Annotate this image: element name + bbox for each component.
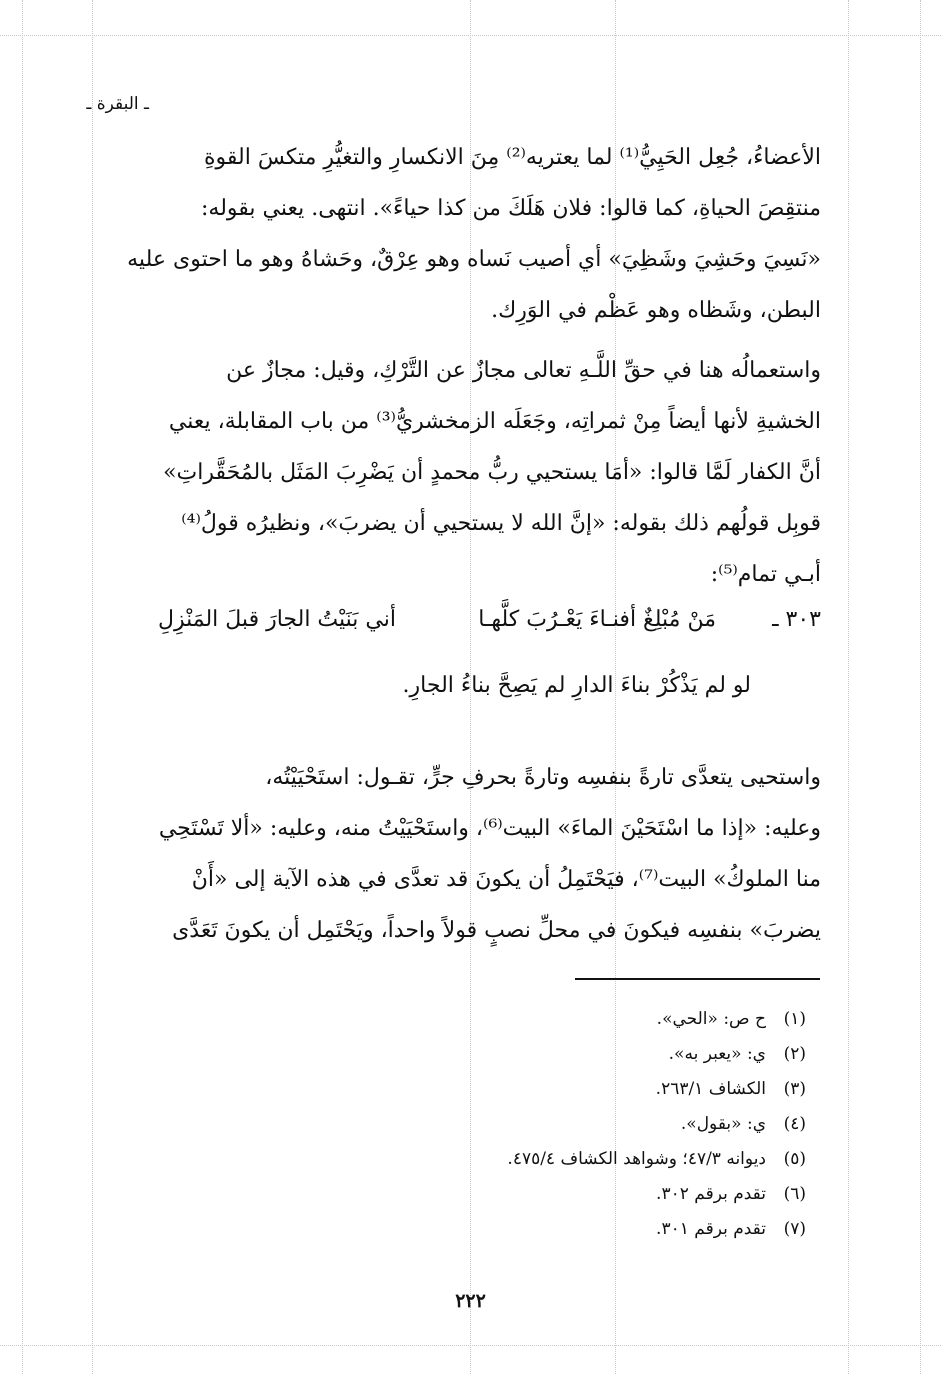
footnote-number: (١) [783, 1009, 806, 1029]
verse-commentary: لو لم يَذْكُرْ بناءَ الدارِ لم يَصِحَّ بناءُ الجارِ. [402, 673, 751, 698]
guide-line [0, 1345, 941, 1346]
footnote [507, 1002, 806, 1037]
footnote-number: (٥) [783, 1149, 806, 1169]
footnote-text: ي: «بقول». [680, 1114, 766, 1134]
guide-line [848, 0, 849, 1374]
text-line: الخشيةِ لأنها أيضاً مِنْ ثمراتِه، وجَعَلَه الزمخشريُّ⁽³⁾ من باب المقابلة، يعني [168, 409, 821, 434]
text-line: أبـي تمام⁽⁵⁾: [710, 562, 821, 587]
footnote [507, 1177, 806, 1212]
text-line: «نَسِيَ وحَشِيَ وشَظِيَ» أي أصيب نَساه وهو عِرْقٌ، وحَشاهُ وهو ما احتوى عليه [127, 247, 821, 272]
paragraph-3 [119, 752, 821, 956]
paragraph-1 [119, 132, 821, 336]
footnote-separator [575, 978, 820, 980]
footnote [507, 1212, 806, 1247]
text-line: واستحيى يتعدَّى تارةً بنفسِه وتارةً بحرفِ جرٍّ، تقـول: استَحْيَيْتُه، [265, 765, 821, 790]
guide-line [92, 0, 93, 1374]
footnotes [507, 1002, 806, 1247]
text-line: البطن، وشَظاه وهو عَظْم في الوَرِك. [491, 298, 821, 323]
guide-line [22, 0, 23, 1374]
guide-line [920, 0, 921, 1374]
footnote [507, 1072, 806, 1107]
text-line: واستعمالُه هنا في حقِّ اللَّـهِ تعالى مجازٌ عن التَّرْكِ، وقيل: مجازٌ عن [226, 358, 821, 383]
guide-line [0, 35, 941, 36]
text-line: قوبِل قولُهم ذلك بقوله: «إنَّ الله لا يستحيي أن يضربَ»، ونظيرُه قولُ⁽⁴⁾ [181, 511, 821, 536]
verse-hemistich-second: أني بَنَيْتُ الجارَ قبلَ المَنْزِلِ [157, 607, 396, 632]
text-line: أنَّ الكفار لَمَّا قالوا: «أمَا يستحيي ربُّ محمدٍ أن يَضْرِبَ المَثَل بالمُحَقَّراتِ» [163, 460, 821, 485]
footnote [507, 1037, 806, 1072]
footnote-text: ح ص: «الحي». [656, 1009, 766, 1029]
text-line: منتقِصَ الحياةِ، كما قالوا: فلان هَلَكَ من كذا حياءً». انتهى. يعني بقوله: [201, 196, 821, 221]
footnote-number: (٢) [783, 1044, 806, 1064]
footnote-text: ديوانه ٤٧/٣؛ وشواهد الكشاف ٤٧٥/٤. [507, 1149, 766, 1169]
page-number: ٢٢٢ [455, 1290, 486, 1312]
footnote-text: الكشاف ٢٦٣/١. [655, 1079, 766, 1099]
footnote [507, 1142, 806, 1177]
paragraph-2 [119, 345, 821, 600]
verse-hemistich-first: مَنْ مُبْلِغٌ أفنـاءَ يَعْـرُبَ كلَّهـا [478, 607, 716, 632]
running-header: ـ البقرة ـ [86, 94, 149, 114]
text-line: يضربَ» بنفسِه فيكونَ في محلِّ نصبٍ قولاً واحداً، ويَحْتَمِل أن يكونَ تَعَدَّى [172, 918, 821, 943]
text-line: منا الملوكُ» البيت⁽⁷⁾، فيَحْتَمِلُ أن يكونَ قد تعدَّى في هذه الآية إلى «أَنْ [191, 867, 821, 892]
footnote-text: تقدم برقم ٣٠٢. [656, 1184, 766, 1204]
text-line: الأعضاءُ، جُعِل الحَيِيُّ⁽¹⁾ لما يعتريه⁽²⁾ مِنَ الانكسارِ والتغيُّرِ متكسَ القوةِ [203, 145, 821, 170]
verse-number: ٣٠٣ ـ [772, 607, 821, 632]
footnote-text: ي: «يعبر به». [668, 1044, 766, 1064]
footnote-number: (٣) [783, 1079, 806, 1099]
footnote-number: (٤) [783, 1114, 806, 1134]
text-line: وعليه: «إذا ما اسْتَحَيْنَ الماءَ» البيت⁽⁶⁾، واستَحْيَيْتُ منه، وعليه: «ألا تَسْتَحِي [158, 816, 821, 841]
footnote [507, 1107, 806, 1142]
footnote-text: تقدم برقم ٣٠١. [656, 1219, 766, 1239]
footnote-number: (٦) [783, 1184, 806, 1204]
footnote-number: (٧) [783, 1219, 806, 1239]
